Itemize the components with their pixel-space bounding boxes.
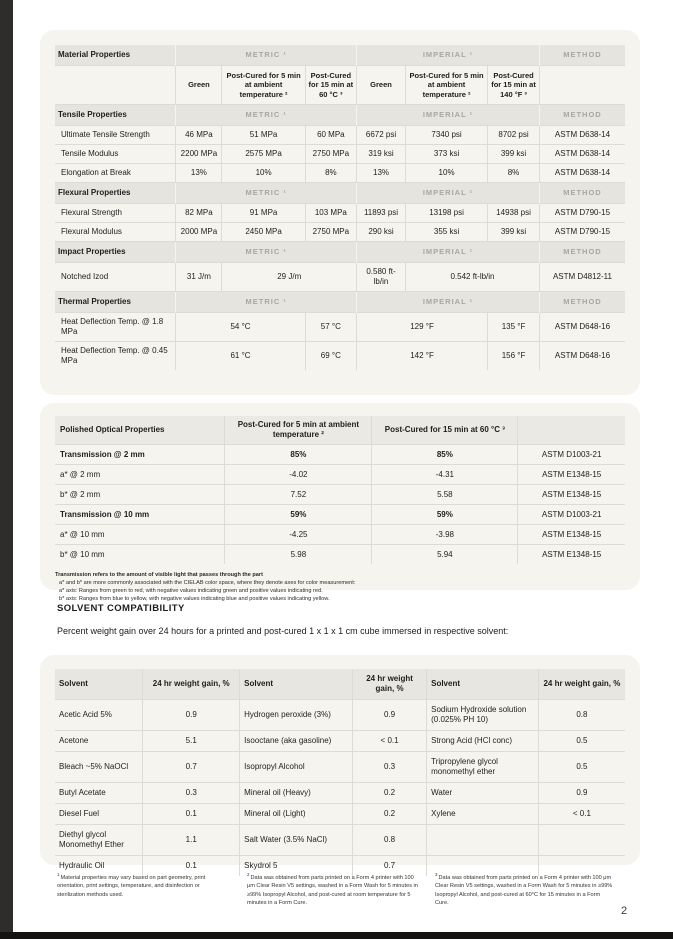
viewer-bottom-edge — [0, 932, 673, 939]
gain-value: 0.9 — [538, 783, 625, 804]
imperial-band-label: IMPERIAL ¹ — [357, 292, 540, 313]
table-row — [55, 465, 625, 485]
solvent-table-card — [40, 655, 640, 870]
table-row — [55, 313, 625, 342]
table-row — [55, 445, 625, 465]
value-cell: 11893 psi — [357, 204, 406, 223]
col-header-5min-imperial: Post-Cured for 5 min at ambient temperature ² — [406, 66, 488, 105]
optical-properties-card — [40, 403, 640, 603]
gain-value: 0.8 — [353, 825, 427, 856]
value-cell: 2750 MPa — [305, 145, 356, 164]
method-cell: ASTM D638-14 — [539, 126, 625, 145]
method-band-label: METHOD — [539, 292, 625, 313]
table-row — [55, 752, 625, 783]
page-footnotes — [57, 872, 617, 907]
value-cell: 46 MPa — [176, 126, 222, 145]
value-cell: 2000 MPa — [176, 223, 222, 242]
solvent-name: Mineral oil (Heavy) — [240, 783, 353, 804]
solvent-name: Acetic Acid 5% — [55, 700, 143, 731]
value-cell: -3.98 — [372, 525, 518, 545]
value-cell: 8702 psi — [488, 126, 540, 145]
empty-method-cell — [518, 416, 625, 445]
value-cell: 54 °C — [176, 313, 305, 342]
value-cell: 2200 MPa — [176, 145, 222, 164]
method-cell: ASTM D638-14 — [539, 145, 625, 164]
footnote-text: Data was obtained from parts printed on a Form 4 printer with 100 μm Clear Resin V5 settings, washed in a Form Wash for 5 minutes in ≥99% Isopropyl Alcohol, and post-cured at 60°C for 15 minutes in a Form Cure. — [435, 874, 613, 907]
method-cell: ASTM D638-14 — [539, 164, 625, 183]
table-row — [55, 545, 625, 565]
value-cell: 60 MPa — [305, 126, 356, 145]
section-band-impact — [55, 242, 625, 263]
table-header-band — [55, 45, 625, 66]
section-title: Thermal Properties — [55, 292, 176, 313]
value-cell: 0.542 ft-lb/in — [406, 263, 540, 292]
metric-band-label: METRIC ¹ — [176, 242, 357, 263]
section-title: Tensile Properties — [55, 105, 176, 126]
value-cell: 85% — [225, 445, 372, 465]
method-cell: ASTM D648-16 — [539, 313, 625, 342]
value-cell: 91 MPa — [222, 204, 305, 223]
method-cell: ASTM E1348-15 — [518, 545, 625, 565]
gain-value: 0.9 — [143, 700, 240, 731]
value-cell: 399 ksi — [488, 145, 540, 164]
gain-value: 0.3 — [353, 752, 427, 783]
footnote-marker: 1 — [57, 872, 60, 877]
imperial-band-label: IMPERIAL ¹ — [357, 242, 540, 263]
method-cell: ASTM E1348-15 — [518, 525, 625, 545]
solvent-name: Acetone — [55, 731, 143, 752]
solvent-compatibility-heading: SOLVENT COMPATIBILITY — [57, 603, 185, 614]
table-row — [55, 204, 625, 223]
method-cell: ASTM D4812-11 — [539, 263, 625, 292]
col-header-5min-metric: Post-Cured for 5 min at ambient temperature ² — [222, 66, 305, 105]
property-name: Flexural Modulus — [55, 223, 176, 242]
footnote-text: Material properties may vary based on part geometry, print orientation, print settings, temperature, and disinfection or sterilization methods used. — [57, 874, 206, 898]
gain-value — [538, 825, 625, 856]
imperial-band-label: IMPERIAL ¹ — [357, 105, 540, 126]
property-name: Heat Deflection Temp. @ 0.45 MPa — [55, 342, 176, 371]
gain-value: 0.5 — [538, 731, 625, 752]
optical-footnote-line: a* axis: Ranges from green to red, with negative values indicating green and positive values indicating red. — [59, 588, 323, 595]
solvent-name: Water — [427, 783, 539, 804]
value-cell: 85% — [372, 445, 518, 465]
optical-properties-table — [55, 416, 625, 564]
metric-band-label: METRIC ¹ — [176, 292, 357, 313]
optical-header-row — [55, 416, 625, 445]
table-title: Material Properties — [55, 45, 176, 66]
value-cell: 7340 psi — [406, 126, 488, 145]
solvent-name — [427, 825, 539, 856]
col-header-15min: Post-Cured for 15 min at 60 °C ³ — [372, 416, 518, 445]
value-cell: 14938 psi — [488, 204, 540, 223]
value-cell: 142 °F — [357, 342, 488, 371]
solvent-col-header: Solvent — [427, 669, 539, 700]
gain-col-header: 24 hr weight gain, % — [538, 669, 625, 700]
value-cell: 156 °F — [488, 342, 540, 371]
solvent-name: Salt Water (3.5% NaCl) — [240, 825, 353, 856]
solvent-name: Tripropylene glycol monomethyl ether — [427, 752, 539, 783]
solvent-name: Strong Acid (HCl conc) — [427, 731, 539, 752]
imperial-band-label: IMPERIAL ¹ — [357, 183, 540, 204]
value-cell: 51 MPa — [222, 126, 305, 145]
value-cell: 13% — [176, 164, 222, 183]
gain-value: 0.2 — [353, 804, 427, 825]
value-cell: 5.58 — [372, 485, 518, 505]
metric-band-label: METRIC ¹ — [176, 45, 357, 66]
property-name: Notched Izod — [55, 263, 176, 292]
value-cell: 319 ksi — [357, 145, 406, 164]
imperial-band-label: IMPERIAL ¹ — [357, 45, 540, 66]
solvent-name: Isooctane (aka gasoline) — [240, 731, 353, 752]
solvent-name: Isopropyl Alcohol — [240, 752, 353, 783]
solvent-name: Bleach ~5% NaOCl — [55, 752, 143, 783]
col-header-green-imperial: Green — [357, 66, 406, 105]
value-cell: -4.02 — [225, 465, 372, 485]
value-cell: 31 J/m — [176, 263, 222, 292]
solvent-name: Xylene — [427, 804, 539, 825]
table-row — [55, 700, 625, 731]
value-cell: 59% — [225, 505, 372, 525]
method-cell: ASTM D790-15 — [539, 223, 625, 242]
gain-value: 0.7 — [143, 752, 240, 783]
value-cell: 29 J/m — [222, 263, 357, 292]
value-cell: 5.94 — [372, 545, 518, 565]
table-row — [55, 505, 625, 525]
footnote-text: Data was obtained from parts printed on a Form 4 printer with 100 μm Clear Resin V5 settings, washed in a Form Wash for 5 minutes in ≥99% Isopropyl Alcohol, and post-cured at room temperature for 5 minutes in a Form Cure. — [247, 874, 418, 907]
property-name: Transmission @ 2 mm — [55, 445, 225, 465]
value-cell: 355 ksi — [406, 223, 488, 242]
col-header-5min: Post-Cured for 5 min at ambient temperature ² — [225, 416, 372, 445]
property-name: Elongation at Break — [55, 164, 176, 183]
gain-value: 0.9 — [353, 700, 427, 731]
metric-band-label: METRIC ¹ — [176, 183, 357, 204]
gain-value: 5.1 — [143, 731, 240, 752]
gain-value: 1.1 — [143, 825, 240, 856]
gain-value: 0.3 — [143, 783, 240, 804]
value-cell: 2450 MPa — [222, 223, 305, 242]
value-cell: 59% — [372, 505, 518, 525]
empty-corner-cell — [55, 66, 176, 105]
solvent-name: Diesel Fuel — [55, 804, 143, 825]
solvent-table — [55, 669, 625, 876]
table-row — [55, 804, 625, 825]
method-band-label: METHOD — [539, 105, 625, 126]
value-cell: 135 °F — [488, 313, 540, 342]
column-subheader-row — [55, 66, 625, 105]
method-band-label: METHOD — [539, 45, 625, 66]
method-cell: ASTM E1348-15 — [518, 465, 625, 485]
value-cell: 399 ksi — [488, 223, 540, 242]
value-cell: 103 MPa — [305, 204, 356, 223]
page-number: 2 — [620, 905, 628, 917]
property-name: a* @ 2 mm — [55, 465, 225, 485]
table-row — [55, 731, 625, 752]
section-band-tensile — [55, 105, 625, 126]
section-title: Flexural Properties — [55, 183, 176, 204]
method-cell: ASTM D648-16 — [539, 342, 625, 371]
footnote-2 — [247, 872, 423, 907]
value-cell: 8% — [488, 164, 540, 183]
col-header-15min-imperial: Post-Cured for 15 min at 140 °F ³ — [488, 66, 540, 105]
footnote-1 — [57, 872, 209, 907]
value-cell: 13% — [357, 164, 406, 183]
value-cell: 0.580 ft-lb/in — [357, 263, 406, 292]
col-header-green-metric: Green — [176, 66, 222, 105]
property-name: Ultimate Tensile Strength — [55, 126, 176, 145]
optical-table-title: Polished Optical Properties — [55, 416, 225, 445]
gain-value: 0.7 — [353, 856, 427, 877]
value-cell: 6672 psi — [357, 126, 406, 145]
gain-value: 0.2 — [353, 783, 427, 804]
value-cell: -4.25 — [225, 525, 372, 545]
table-row — [55, 223, 625, 242]
property-name: a* @ 10 mm — [55, 525, 225, 545]
value-cell: 57 °C — [305, 313, 356, 342]
solvent-name: Butyl Acetate — [55, 783, 143, 804]
gain-value: 0.5 — [538, 752, 625, 783]
value-cell: 61 °C — [176, 342, 305, 371]
optical-footnotes — [55, 571, 625, 603]
method-cell: ASTM E1348-15 — [518, 485, 625, 505]
value-cell: -4.31 — [372, 465, 518, 485]
table-row — [55, 783, 625, 804]
table-row — [55, 164, 625, 183]
method-cell: ASTM D1003-21 — [518, 505, 625, 525]
section-title: Impact Properties — [55, 242, 176, 263]
solvent-name: Sodium Hydroxide solution (0.025% PH 10) — [427, 700, 539, 731]
method-band-label: METHOD — [539, 183, 625, 204]
empty-method-cell — [539, 66, 625, 105]
value-cell: 8% — [305, 164, 356, 183]
property-name: Heat Deflection Temp. @ 1.8 MPa — [55, 313, 176, 342]
gain-value: 0.1 — [143, 804, 240, 825]
gain-value: < 0.1 — [353, 731, 427, 752]
solvent-col-header: Solvent — [55, 669, 143, 700]
table-row — [55, 342, 625, 371]
table-row — [55, 525, 625, 545]
material-properties-card — [40, 30, 640, 395]
gain-value: < 0.1 — [538, 804, 625, 825]
gain-col-header: 24 hr weight gain, % — [353, 669, 427, 700]
property-name: Transmission @ 10 mm — [55, 505, 225, 525]
method-band-label: METHOD — [539, 242, 625, 263]
table-row — [55, 485, 625, 505]
solvent-col-header: Solvent — [240, 669, 353, 700]
value-cell: 10% — [406, 164, 488, 183]
value-cell: 10% — [222, 164, 305, 183]
solvent-intro-text: Percent weight gain over 24 hours for a printed and post-cured 1 x 1 x 1 cm cube immersed in respective solvent: — [57, 626, 509, 636]
method-cell: ASTM D790-15 — [539, 204, 625, 223]
value-cell: 7.52 — [225, 485, 372, 505]
solvent-name: Diethyl glycol Monomethyl Ether — [55, 825, 143, 856]
solvent-header-row — [55, 669, 625, 700]
metric-band-label: METRIC ¹ — [176, 105, 357, 126]
solvent-name: Hydrogen peroxide (3%) — [240, 700, 353, 731]
viewer-left-edge — [0, 0, 13, 939]
gain-col-header: 24 hr weight gain, % — [143, 669, 240, 700]
table-row — [55, 145, 625, 164]
table-row — [55, 263, 625, 292]
table-row — [55, 825, 625, 856]
value-cell: 69 °C — [305, 342, 356, 371]
value-cell: 2575 MPa — [222, 145, 305, 164]
property-name: Flexural Strength — [55, 204, 176, 223]
value-cell: 82 MPa — [176, 204, 222, 223]
value-cell: 129 °F — [357, 313, 488, 342]
property-name: Tensile Modulus — [55, 145, 176, 164]
value-cell: 373 ksi — [406, 145, 488, 164]
value-cell: 5.98 — [225, 545, 372, 565]
optical-footnote-line: Transmission refers to the amount of visible light that passes through the part — [55, 572, 263, 578]
optical-footnote-line: b* axis: Ranges from blue to yellow, with negative values indicating blue and positive values indicating yellow. — [59, 596, 330, 603]
table-row — [55, 126, 625, 145]
value-cell: 13198 psi — [406, 204, 488, 223]
section-band-flexural — [55, 183, 625, 204]
property-name: b* @ 2 mm — [55, 485, 225, 505]
method-cell: ASTM D1003-21 — [518, 445, 625, 465]
solvent-name: Skydrol 5 — [240, 856, 353, 877]
section-band-thermal — [55, 292, 625, 313]
optical-footnote-line: a* and b* are more commonly associated with the CIELAB color space, where they denote axes for color measurement: — [59, 580, 356, 587]
material-properties-table — [55, 45, 625, 370]
footnote-marker: 3 — [435, 872, 438, 877]
gain-value: 0.8 — [538, 700, 625, 731]
col-header-15min-metric: Post-Cured for 15 min at 60 °C ³ — [305, 66, 356, 105]
solvent-name: Mineral oil (Light) — [240, 804, 353, 825]
solvent-name: Hydraulic Oil — [55, 856, 143, 877]
footnote-marker: 2 — [247, 872, 250, 877]
value-cell: 290 ksi — [357, 223, 406, 242]
property-name: b* @ 10 mm — [55, 545, 225, 565]
value-cell: 2750 MPa — [305, 223, 356, 242]
gain-value: 0.1 — [143, 856, 240, 877]
footnote-3 — [435, 872, 615, 907]
